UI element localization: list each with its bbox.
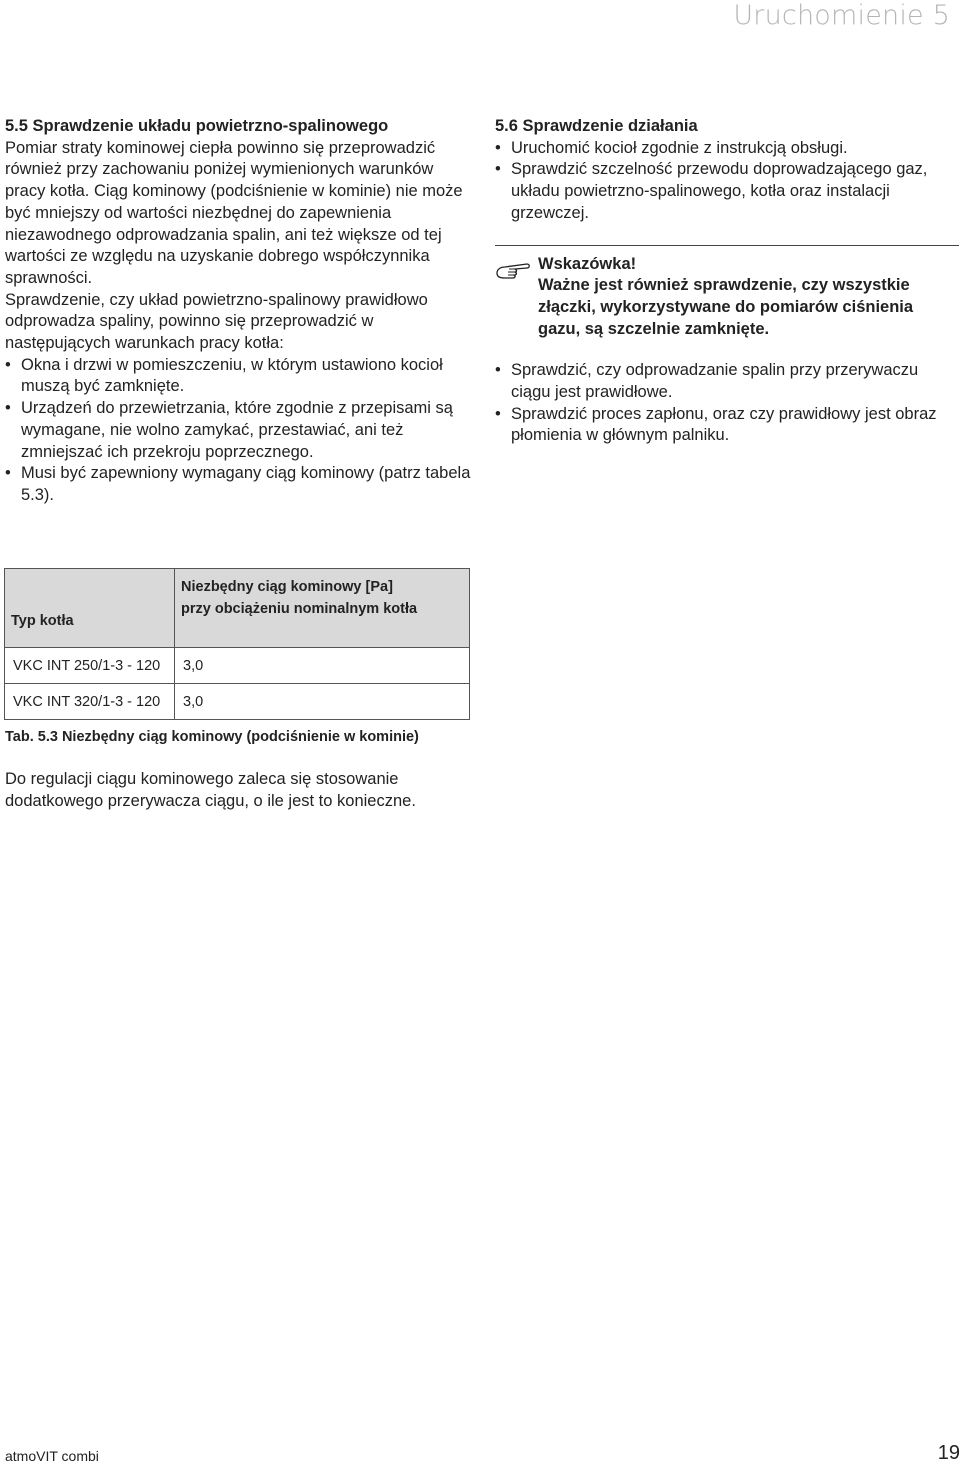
section-5-6-heading: 5.6 Sprawdzenie działania <box>495 117 698 135</box>
page-number: 19 <box>937 1442 960 1464</box>
table-row <box>5 648 470 684</box>
list-item: • Okna i drzwi w pomieszczeniu, w którym ustawiono kocioł muszą być zamknięte. <box>5 355 475 398</box>
table-header-draft-line1: Niezbędny ciąg kominowy [Pa] <box>181 579 393 595</box>
footer-product: atmoVIT combi <box>5 1448 99 1464</box>
table-header-draft <box>175 569 470 648</box>
right-column <box>495 116 959 447</box>
list-item: • Musi być zapewniony wymagany ciąg kominowy (patrz tabela 5.3). <box>5 463 475 506</box>
table-header-row <box>5 569 470 648</box>
check-list <box>495 138 959 225</box>
table-row <box>5 684 470 720</box>
closing-paragraph: Do regulacji ciągu kominowego zaleca się stosowanie dodatkowego przerywacza ciągu, o ile jest to konieczne. <box>5 770 416 810</box>
list-item: • Urządzeń do przewietrzania, które zgodnie z przepisami są wymagane, nie wolno zamykać, przestawiać, ani też zmniejszać ich przekroju poprzecznego. <box>5 398 475 463</box>
table-header-draft-line2: przy obciążeniu nominalnym kotła <box>181 601 418 617</box>
list-item: • Sprawdzić szczelność przewodu doprowadzającego gaz, układu powietrzno-spalinowego, kotła oraz instalacji grzewczej. <box>495 159 959 224</box>
note-body: Ważne jest również sprawdzenie, czy wszystkie złączki, wykorzystywane do pomiarów ciśnienia gazu, są szczelnie zamknięte. <box>538 276 914 338</box>
draft-table <box>4 568 470 720</box>
table-cell-value: 3,0 <box>175 684 470 720</box>
pointing-hand-icon <box>495 259 533 281</box>
note-box <box>495 245 959 341</box>
section-5-5-heading: 5.5 Sprawdzenie układu powietrzno-spalinowego <box>5 117 389 135</box>
table-caption: Tab. 5.3 Niezbędny ciąg kominowy (podciśnienie w kominie) <box>5 729 419 745</box>
table-cell-type: VKC INT 250/1-3 - 120 <box>5 648 175 684</box>
table-cell-type: VKC INT 320/1-3 - 120 <box>5 684 175 720</box>
chapter-header: Uruchomienie 5 <box>733 0 950 31</box>
check-list-after <box>495 360 959 447</box>
table-cell-value: 3,0 <box>175 648 470 684</box>
list-item: • Sprawdzić, czy odprowadzanie spalin przy przerywaczu ciągu jest prawidłowe. <box>495 360 959 403</box>
table-header-type: Typ kotła <box>5 569 175 648</box>
list-item: • Sprawdzić proces zapłonu, oraz czy prawidłowy jest obraz płomienia w głównym palniku. <box>495 404 959 447</box>
section-5-5-para2: Sprawdzenie, czy układ powietrzno-spalinowy prawidłowo odprowadza spaliny, powinno się przeprowadzić w następujących warunkach pracy kotła: <box>5 290 428 353</box>
section-5-5-para1: Pomiar straty kominowej ciepła powinno się przeprowadzić również przy zachowaniu poniżej wymienionych warunków pracy kotła. Ciąg kominowy (podciśnienie w kominie) nie może być mniejszy od wartości niezbędnej do zapewnienia niezawodnego odprowadzania spalin, ani też większe od tej wartości ze względu na uzyskanie dobrego współczynnika sprawności. <box>5 138 463 287</box>
conditions-list <box>5 355 475 507</box>
list-item: • Uruchomić kocioł zgodnie z instrukcją obsługi. <box>495 138 959 160</box>
left-column <box>5 116 475 507</box>
note-title: Wskazówka! <box>538 254 637 273</box>
